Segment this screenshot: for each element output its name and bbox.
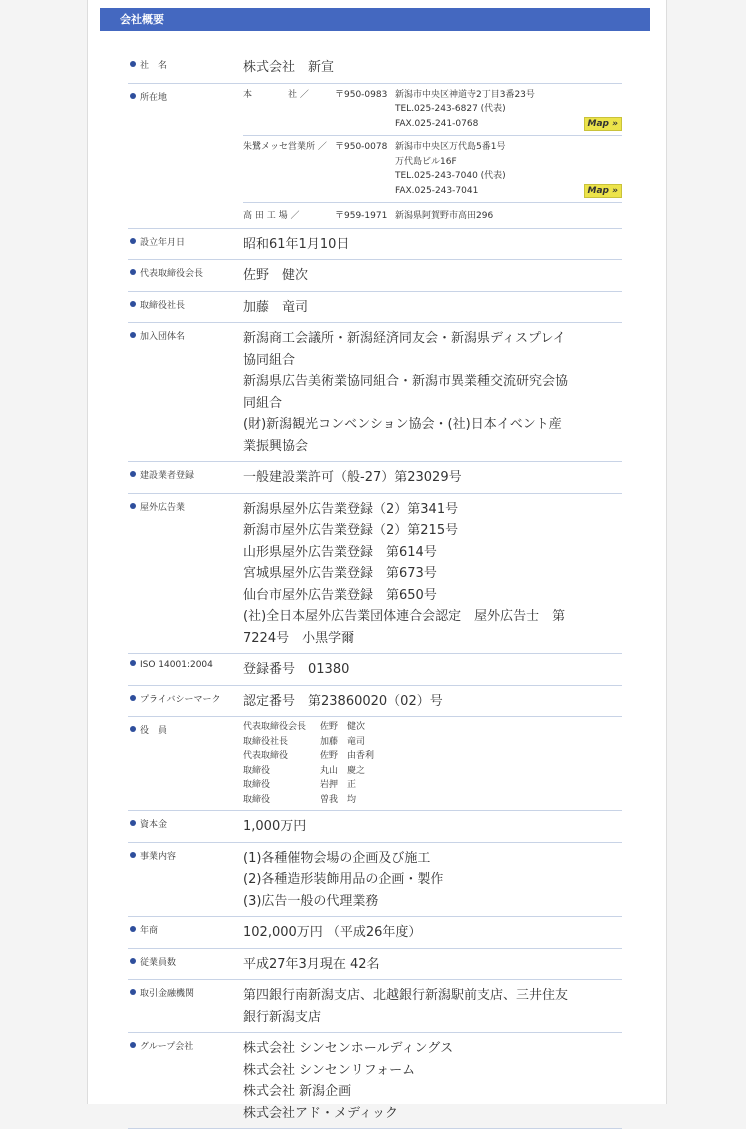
construction-registration: 一般建設業許可（般-27）第23029号 [243, 470, 462, 485]
row-label: 従業員数 [128, 949, 243, 980]
row-label: 建設業者登録 [128, 462, 243, 493]
president-name: 加藤 竜司 [243, 299, 309, 315]
bullet-icon [130, 503, 136, 509]
employee-count: 平成27年3月現在 42名 [243, 956, 380, 972]
row-label: 資本金 [128, 811, 243, 842]
list-item: 代表取締役会長 佐野 健次 [243, 722, 366, 732]
row-label: 事業内容 [128, 843, 243, 917]
row-label: 所在地 [128, 84, 243, 228]
row-group [128, 1033, 622, 1129]
ceo-name: 佐野 健次 [243, 268, 309, 283]
row-president [128, 292, 622, 324]
row-label: 取引金融機関 [128, 980, 243, 1032]
group-list: 株式会社 シンセンホールディングス 株式会社 シンセンリフォーム 株式会社 新潟企画 株式会社アド・メディック [243, 1041, 454, 1121]
row-banks [128, 980, 622, 1033]
row-iso [128, 654, 622, 686]
bullet-icon [130, 852, 136, 858]
row-construction [128, 462, 622, 494]
bullet-icon [130, 726, 136, 732]
row-founded [128, 229, 622, 261]
row-outdoor-ad [128, 494, 622, 655]
bullet-icon [130, 660, 136, 666]
row-label: プライバシーマーク [128, 686, 243, 717]
row-business [128, 843, 622, 918]
bullet-icon [130, 332, 136, 338]
bullet-icon [130, 926, 136, 932]
bullet-icon [130, 820, 136, 826]
row-associations [128, 323, 622, 462]
list-item: 取締役 岩押 正 [243, 780, 357, 790]
founded-date: 昭和61年1月10日 [243, 236, 350, 252]
row-label: グループ会社 [128, 1033, 243, 1128]
iso-number: 登録番号 01380 [243, 662, 350, 677]
bullet-icon [130, 1042, 136, 1048]
bullet-icon [130, 301, 136, 307]
row-capital [128, 811, 622, 843]
map-button[interactable]: Map » [584, 184, 622, 198]
row-privacy [128, 686, 622, 718]
location-list [243, 84, 622, 228]
address-head-office: 本 社 ／ 〒950-0983 新潟市中央区神道寺2丁目3番23号 TEL.025-243-6827 (代表) FAX.025-241-0768 Map » [243, 87, 622, 137]
privacy-number: 認定番号 第23860020（02）号 [243, 693, 443, 709]
row-label: 年商 [128, 917, 243, 948]
row-label: 取締役社長 [128, 292, 243, 323]
bullet-icon [130, 695, 136, 701]
row-label: ISO 14001:2004 [128, 654, 243, 685]
bullet-icon [130, 238, 136, 244]
bullet-icon [130, 61, 136, 67]
row-label: 屋外広告業 [128, 494, 243, 654]
row-employees [128, 949, 622, 981]
map-button[interactable]: Map » [584, 117, 622, 131]
section-title: 会社概要 [120, 13, 164, 26]
business-list: (1)各種催物会場の企画及び施工 (2)各種造形装飾用品の企画・製作 (3)広告一般の代理業務 [243, 850, 444, 909]
capital-amount: 1,000万円 [243, 819, 307, 834]
bullet-icon [130, 269, 136, 275]
list-item: 取締役 曽我 均 [243, 794, 357, 805]
row-label: 社 名 [128, 52, 243, 83]
row-label: 加入団体名 [128, 323, 243, 461]
officers-list [243, 717, 622, 810]
row-ceo [128, 260, 622, 292]
annual-sales: 102,000万円 （平成26年度） [243, 925, 422, 940]
row-label: 設立年月日 [128, 229, 243, 260]
bullet-icon [130, 93, 136, 99]
row-officers [128, 717, 622, 811]
bullet-icon [130, 989, 136, 995]
address-takada-factory: 高 田 工 場 ／ 〒959-1971 新潟県阿賀野市高田296 [243, 211, 494, 221]
list-item: 代表取締役 佐野 由香利 [243, 751, 375, 761]
list-item: 取締役 丸山 慶之 [243, 765, 366, 776]
company-name: 株式会社 新宣 [243, 60, 335, 75]
banks-list: 第四銀行南新潟支店、北越銀行新潟駅前支店、三井住友 銀行新潟支店 [243, 988, 569, 1025]
address-toki-messe: 朱鷺メッセ営業所 ／ 〒950-0078 新潟市中央区万代島5番1号 万代島ビル16F TEL.025-243-7040 (代表) FAX.025-243-7041 Map » [243, 136, 622, 203]
row-location [128, 84, 622, 229]
associations-list: 新潟商工会議所・新潟経済同友会・新潟県ディスプレイ 協同組合 新潟県広告美術業協同組合・新潟市異業種交流研究会協 同組合 (財)新潟観光コンベンション協会・(社)日本イベント産 業振興協会 [243, 331, 569, 454]
row-label: 役 員 [128, 717, 243, 810]
row-label: 代表取締役会長 [128, 260, 243, 291]
row-company-name [128, 52, 622, 84]
outdoor-ad-list: 新潟県屋外広告業登録（2）第341号 新潟市屋外広告業登録（2）第215号 山形県屋外広告業登録 第614号 宮城県屋外広告業登録 第673号 仙台市屋外広告業登録 第650号 (社)全日本屋外広告業団体連合会認定 屋外広告士 第 7224号 小黒学爾 [243, 501, 566, 646]
company-info-table [128, 52, 622, 1129]
list-item: 取締役社長 加藤 竜司 [243, 736, 366, 747]
row-sales [128, 917, 622, 949]
bullet-icon [130, 958, 136, 964]
section-header [100, 8, 650, 31]
bullet-icon [130, 471, 136, 477]
